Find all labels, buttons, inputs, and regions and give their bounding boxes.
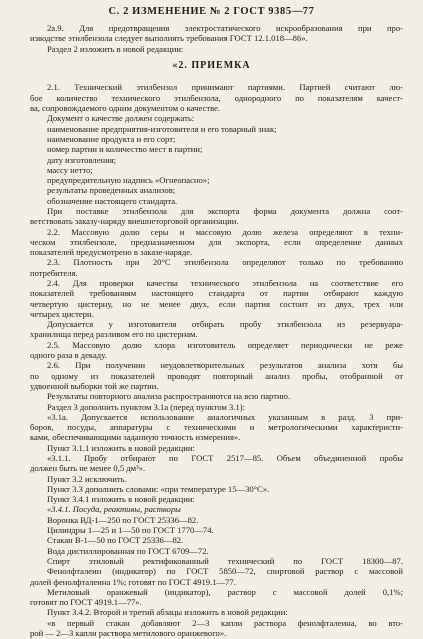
text-line: дату изготовления;: [47, 155, 117, 165]
text-line: Воронка ВД-1—250 по ГОСТ 25336—82.: [47, 515, 199, 525]
text-line: показателей требованиям настоящего стандарта от партии отбирают каждую: [30, 288, 403, 298]
text-line: наименование предприятия-изготовителя и его товарный знак;: [47, 124, 277, 134]
text-line: Цилиндры 1—25 и 1—50 по ГОСТ 1770—74.: [47, 525, 214, 535]
text-line: Фенолфталеин (индикатор) по ГОСТ 5850—72, спиртовой раствор с массовой: [47, 566, 403, 576]
text-line: четвертую цистерну, но не менее двух, если партия состоит из двух, трех или: [30, 299, 403, 309]
text-line: изводстве этилбензола следует выполнять требования ГОСТ 12.1.018—86».: [30, 33, 308, 43]
text-line: 2.5. Массовую долю хлора изготовитель определяет периодически не реже: [47, 340, 403, 350]
text-line: 2.1. Технический этилбензол принимают партиями. Партией считают лю-: [47, 82, 403, 92]
text-line: одного раза в декаду.: [30, 350, 107, 360]
text-line: Пункт 3.3 дополнить словами: «при температуре 15—30°С».: [47, 484, 270, 494]
text-line: Пункт 3.4.1 изложить в новой редакции:: [47, 494, 195, 504]
text-line: Спирт этиловый ректификованный технический по ГОСТ 18300—87.: [47, 556, 403, 566]
text-line: Документ о качестве должен содержать:: [47, 113, 195, 123]
text-line: показателей предусмотрено в заказе-наряде.: [30, 247, 193, 257]
text-line: по одному из показателей проводят повторный анализ пробы, отобранной от: [30, 371, 403, 381]
text-line: «в первый стакан добавляют 2—3 капли раствора фенолфталеина, во вто-: [47, 618, 403, 628]
text-line: «3.1а. Допускается использование аналогичных указанным в разд. 3 при-: [47, 412, 403, 422]
text-line: Раздел 3 дополнить пунктом 3.1а (перед пунктом 3.1):: [47, 402, 245, 412]
text-line: предупредительную надпись «Огнеопасно»;: [47, 175, 210, 185]
text-line: ками, обеспечивающими заданную точность измерения».: [30, 432, 241, 442]
section-title: «2. ПРИЕМКА: [172, 60, 251, 71]
text-line: 2.3. Плотность при 20°С этилбензола определяют только по требованию: [47, 257, 403, 267]
text-line: должен быть не менее 0,5 дм³».: [30, 463, 146, 473]
text-line: рой — 2—3 капли раствора метилового оранжевого».: [30, 628, 227, 638]
text-line: Вода дистиллированная по ГОСТ 6709—72.: [47, 546, 209, 556]
text-line: потребителя.: [30, 268, 78, 278]
text-line: результаты проведенных анализов;: [47, 185, 176, 195]
text-line: номер партии и количество мест в партии;: [47, 144, 203, 154]
text-line: Допускается у изготовителя отбирать пробу этилбензола из резервуара-: [47, 319, 403, 329]
text-line: Результаты повторного анализа распространяются на всю партию.: [47, 391, 291, 401]
text-line: готовят по ГОСТ 4919.1—77».: [30, 597, 142, 607]
text-line: ветствовать заказу-наряду внешнеторговой организации.: [30, 216, 239, 226]
text-line: ва, сопровождаемого одним документом о качестве.: [30, 103, 221, 113]
text-line: Раздел 2 изложить в новой редакции:: [47, 44, 184, 54]
text-line: боров, посуды, аппаратуры с техническими и метрологическими характеристи-: [30, 422, 403, 432]
text-line: обозначение настоящего стандарта.: [47, 196, 178, 206]
text-line: «3.4.1. Посуда, реактивы, растворы: [47, 504, 181, 514]
text-line: Пункт 3.1.1 изложить в новой редакции:: [47, 443, 195, 453]
text-line: Пункт 3.2 исключить.: [47, 474, 127, 484]
text-line: Метиловый оранжевый (индикатор), раствор с массовой долей 0,1%;: [47, 587, 403, 597]
text-line: удвоенной выборки той же партии.: [30, 381, 159, 391]
text-line: четырех цистерн.: [30, 309, 94, 319]
text-line: 2а.9. Для предотвращения электростатического искрообразования при про-: [47, 23, 403, 33]
text-line: 2.4. Для проверки качества технического этилбензола на соответствие его: [47, 278, 403, 288]
text-line: бое количество технического этилбензола, однородного по показателям качест-: [30, 93, 403, 103]
text-line: Пункт 3.4.2. Второй и третий абзацы изложить в новой редакции:: [47, 607, 288, 617]
text-line: При поставке этилбензола для экспорта форма документа должна соот-: [47, 206, 403, 216]
text-line: хранилища перед разливом его по цистернам.: [30, 329, 198, 339]
text-line: массу нетто;: [47, 165, 93, 175]
page-header: С. 2 ИЗМЕНЕНИЕ № 2 ГОСТ 9385—77: [108, 6, 315, 17]
text-line: 2.2. Массовую долю серы и массовую долю железа определяют в техни-: [47, 227, 403, 237]
text-line: долей фенолфталеина 1%; готовят по ГОСТ 4919.1—77.: [30, 577, 236, 587]
text-line: Стакан В-1—50 по ГОСТ 25336—82.: [47, 535, 184, 545]
text-line: ческом этилбензоле, предназначенном для экспорта, если определение данных: [30, 237, 403, 247]
text-line: наименование продукта и его сорт;: [47, 134, 176, 144]
text-line: 2.6. При получении неудовлетворительных результатов анализа хотя бы: [47, 360, 403, 370]
text-line: «3.1.1. Пробу отбирают по ГОСТ 2517—85. Объем объединенной пробы: [47, 453, 403, 463]
